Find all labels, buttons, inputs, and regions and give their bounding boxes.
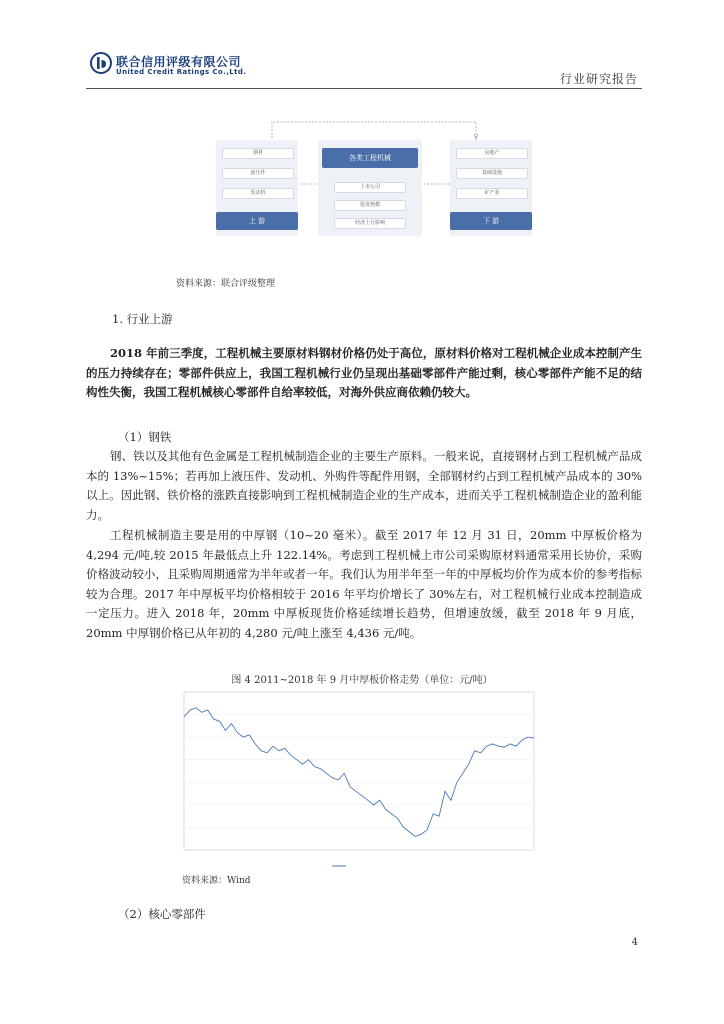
report-type: 行业研究报告 xyxy=(559,72,638,86)
section-heading: 1. 行业上游 xyxy=(112,312,173,326)
midstream-title: 各类工程机械 xyxy=(322,148,418,168)
midstream-item: 经济上行影响 xyxy=(334,218,406,229)
steel-paragraph-2: 工程机械制造主要是用的中厚钢（10~20 毫米）。截至 2017 年 12 月 31 日，20mm 中厚板价格为 4,294 元/吨,较 2015 年最低点上升 122.14%。考虑到工程机械上市公司采购原材料通常采用长协价，采购价格波动较小，且采购周期通常为半年或者一年。我们认为用半年至一年的中厚板均价作为成本价的参考指标较为合理。2017 年中厚板平均价格相较于 2016 年平均价增长了 30%左右，对工程机械行业成本控制造成一定压力。进入 2018 年，20mm 中厚板现货价格延续增长趋势，但增速放缓，截至 2018 年 9 月底，20mm 中厚钢价格已从年初的 4,280 元/吨上涨至 4,436 元/吨。 xyxy=(86,528,642,640)
upstream-item: 发动机 xyxy=(222,188,294,199)
page-number: 4 xyxy=(631,937,638,948)
downstream-button: 下 游 xyxy=(450,212,532,230)
subsection-core-parts: （2）核心零部件 xyxy=(118,907,206,921)
upstream-button: 上 游 xyxy=(216,212,298,230)
company-logo-icon xyxy=(90,52,112,74)
summary-paragraph: 2018 年前三季度，工程机械主要原材料钢材价格仍处于高位，原材料价格对工程机械企业成本控制产生的压力持续存在；零部件供应上，我国工程机械行业仍呈现出基础零部件产能过剩，核心零部件产能不足的结构性失衡，我国工程机械核心零部件自给率较低，对海外供应商依赖仍较大。 xyxy=(86,346,642,399)
subsection-steel: （1）钢铁 xyxy=(118,430,172,444)
company-name-cn: 联合信用评级有限公司 xyxy=(116,55,242,69)
industry-chain-diagram xyxy=(192,112,556,248)
downstream-item: 基础设施 xyxy=(456,168,528,179)
steel-paragraph-1: 钢、铁以及其他有色金属是工程机械制造企业的主要生产原料。一般来说，直接钢材占到工程机械产品成本的 13%~15%；若再加上液压件、发动机、外购件等配件用钢，全部钢材约占到工程机械产品成本的 30%以上。因此钢、铁价格的涨跌直接影响到工程机械制造企业的生产成本，进而关乎工程机械制造企业的盈利能力。 xyxy=(86,449,642,522)
upstream-item: 液压件 xyxy=(222,168,294,179)
midstream-item: 上市公司 xyxy=(334,182,406,193)
plate-price-chart xyxy=(164,686,550,872)
downstream-item: 矿产业 xyxy=(456,188,528,199)
company-name-en: United Credit Ratings Co.,Ltd. xyxy=(116,68,247,76)
chart-plot-frame xyxy=(184,692,534,850)
diagram-source: 资料来源：联合评级整理 xyxy=(176,279,276,289)
figure-source: 资料来源：Wind xyxy=(182,876,251,886)
downstream-item: 房地产 xyxy=(456,148,528,159)
header-divider xyxy=(86,88,642,89)
midstream-item: 投资规模 xyxy=(334,200,406,211)
figure-title: 图 4 2011~2018 年 9 月中厚板价格走势（单位：元/吨） xyxy=(231,675,493,686)
upstream-item: 钢材 xyxy=(222,148,294,159)
chart-series-line xyxy=(184,708,534,837)
